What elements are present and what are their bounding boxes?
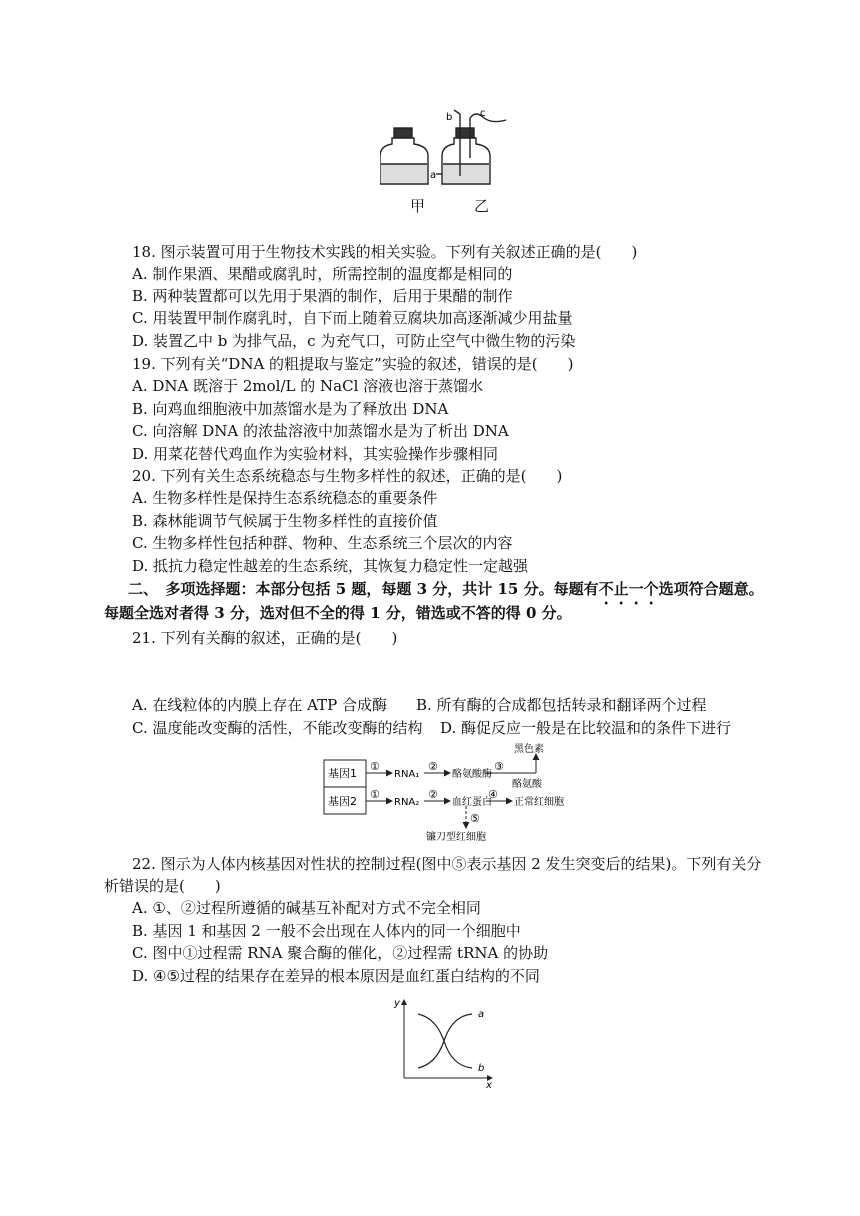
caption-jia: 甲: [410, 197, 426, 215]
question-22-stem-line1: 22. 图示为人体内核基因对性状的控制过程(图中⑤表示基因 2 发生突变后的结果)。下列有关分: [132, 855, 762, 873]
y-axis-label: y: [394, 998, 400, 1009]
step-1-label-top: ①: [370, 760, 380, 773]
fermentation-apparatus-figure: [380, 108, 510, 216]
enzyme-label: 酪氨酸酶: [452, 769, 492, 780]
step-2-label-bottom: ②: [428, 788, 438, 801]
step-5-label: ⑤: [470, 812, 480, 825]
question-21-stem: 21. 下列有关酶的叙述，正确的是( ): [132, 629, 398, 647]
section-2-line1-post: 选项符合题意。: [658, 580, 764, 598]
step-3-label: ③: [494, 760, 504, 773]
question-21-option-d: D. 酶促反应一般是在比较温和的条件下进行: [440, 719, 732, 737]
step-1-label-bottom: ①: [370, 788, 380, 801]
rna2-label: RNA₂: [394, 797, 420, 808]
curve-b-label: b: [478, 1063, 485, 1074]
question-19-option-b: B. 向鸡血细胞液中加蒸馏水是为了释放出 DNA: [132, 400, 449, 418]
curve-b: [418, 1014, 472, 1068]
question-18-option-b: B. 两种装置都可以先用于果酒的制作，后用于果醋的制作: [132, 287, 513, 305]
question-21-option-a: A. 在线粒体的内膜上存在 ATP 合成酶: [132, 696, 388, 714]
question-19-option-a: A. DNA 既溶于 2mol/L 的 NaCl 溶液也溶于蒸馏水: [132, 377, 484, 395]
question-18-option-d: D. 装置乙中 b 为排气品，c 为充气口，可防止空气中微生物的污染: [132, 332, 576, 350]
section-2-line1-pre: 二、 多项选择题：本部分包括 5 题，每题 3 分，共计 15 分。每题有: [128, 580, 599, 598]
sickle-rbc-label: 镰刀型红细胞: [426, 832, 486, 843]
normal-rbc-label: 正常红细胞: [514, 797, 564, 808]
question-22-stem-line2: 析错误的是( ): [104, 877, 221, 895]
tyrosine-label: 酪氨酸: [512, 779, 542, 790]
bottle-jia: [380, 128, 428, 184]
caption-yi: 乙: [474, 197, 490, 215]
question-18-option-a: A. 制作果酒、果醋或腐乳时，所需控制的温度都是相同的: [132, 265, 513, 283]
question-18-stem: 18. 图示装置可用于生物技术实践的相关实验。下列有关叙述正确的是( ): [132, 243, 638, 261]
label-b: b: [446, 112, 453, 123]
question-22-option-c: C. 图中①过程需 RNA 聚合酶的催化，②过程需 tRNA 的协助: [132, 944, 549, 962]
x-axis-label: x: [486, 1080, 492, 1088]
curve-a-label: a: [478, 1009, 485, 1020]
step-4-label: ④: [488, 788, 498, 801]
question-22-option-a: A. ①、②过程所遵循的碱基互补配对方式不完全相同: [132, 899, 481, 917]
step-2-label-top: ②: [428, 760, 438, 773]
melanin-label: 黑色素: [514, 744, 544, 755]
question-19-option-c: C. 向溶解 DNA 的浓盐溶液中加蒸馏水是为了析出 DNA: [132, 422, 509, 440]
gene-1-label: 基因1: [328, 767, 357, 780]
hemoglobin-label: 血红蛋白: [452, 797, 492, 808]
question-22-option-d: D. ④⑤过程的结果存在差异的根本原因是血红蛋白结构的不同: [132, 967, 540, 985]
question-20-option-a: A. 生物多样性是保持生态系统稳态的重要条件: [132, 489, 438, 507]
label-c: c: [480, 108, 486, 119]
question-21-option-c: C. 温度能改变酶的活性，不能改变酶的结构: [132, 719, 423, 737]
crossing-curves-figure: [392, 996, 500, 1088]
question-20-option-b: B. 森林能调节气候属于生物多样性的直接价值: [132, 512, 438, 530]
section-2-line1-emphasis: 不止一个: [598, 580, 659, 598]
question-22-option-b: B. 基因 1 和基因 2 一般不会出现在人体内的同一个细胞中: [132, 922, 521, 940]
curve-a: [418, 1014, 472, 1068]
question-18-option-c: C. 用装置甲制作腐乳时，自下而上随着豆腐块加高逐渐减少用盐量: [132, 309, 573, 327]
question-20-option-c: C. 生物多样性包括种群、物种、生态系统三个层次的内容: [132, 534, 513, 552]
gene-control-diagram: [322, 740, 612, 846]
label-a: a: [430, 170, 437, 181]
question-19-option-d: D. 用菜花替代鸡血作为实验材料，其实验操作步骤相同: [132, 445, 499, 463]
rna1-label: RNA₁: [394, 769, 420, 780]
question-21-option-b: B. 所有酶的合成都包括转录和翻译两个过程: [416, 696, 707, 714]
gene-2-label: 基因2: [328, 795, 357, 808]
section-2-rules: 每题全选对者得 3 分，选对但不全的得 1 分，错选或不答的得 0 分。: [104, 604, 572, 622]
question-20-stem: 20. 下列有关生态系统稳态与生物多样性的叙述，正确的是( ): [132, 467, 563, 485]
question-20-option-d: D. 抵抗力稳定性越差的生态系统，其恢复力稳定性一定越强: [132, 557, 529, 575]
question-19-stem: 19. 下列有关“DNA 的粗提取与鉴定”实验的叙述，错误的是( ): [132, 355, 574, 373]
